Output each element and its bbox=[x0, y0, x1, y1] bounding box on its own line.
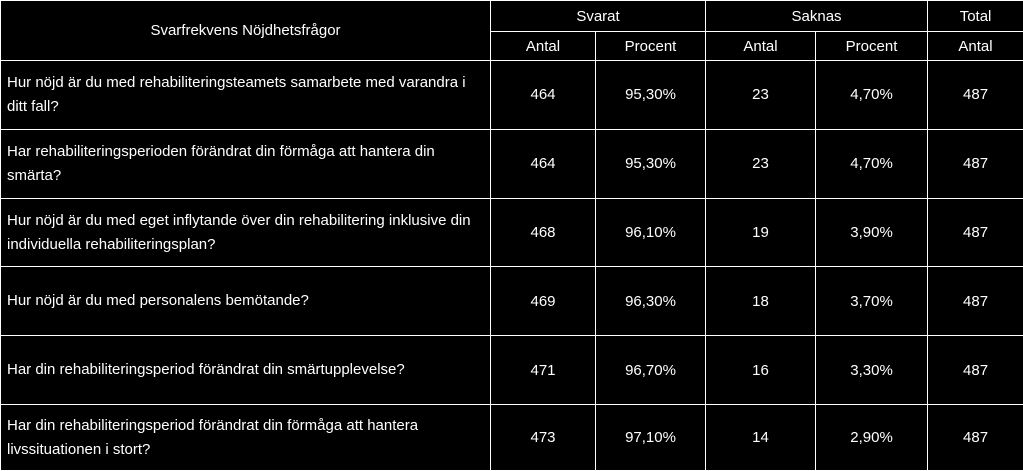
total-antal-cell: 487 bbox=[928, 336, 1023, 405]
saknas-procent-cell: 3,70% bbox=[816, 267, 928, 336]
total-antal-cell: 487 bbox=[928, 405, 1023, 471]
table-row bbox=[1, 405, 1023, 471]
svarat-procent-cell: 96,30% bbox=[596, 267, 706, 336]
total-antal-cell: 487 bbox=[928, 267, 1023, 336]
saknas-antal-cell: 18 bbox=[706, 267, 816, 336]
saknas-procent-cell: 2,90% bbox=[816, 405, 928, 471]
svarat-antal-cell: 469 bbox=[491, 267, 596, 336]
subheader-saknas-antal: Antal bbox=[706, 32, 816, 61]
svarat-antal-cell: 471 bbox=[491, 336, 596, 405]
question-cell: Hur nöjd är du med rehabiliteringsteamets samarbete med varandra i ditt fall? bbox=[1, 61, 491, 130]
svarat-procent-cell: 95,30% bbox=[596, 129, 706, 198]
svarat-procent-cell: 96,70% bbox=[596, 336, 706, 405]
total-antal-cell: 487 bbox=[928, 129, 1023, 198]
saknas-antal-cell: 14 bbox=[706, 405, 816, 471]
question-cell: Hur nöjd är du med personalens bemötande? bbox=[1, 267, 491, 336]
table-row bbox=[1, 336, 1023, 405]
header-group-saknas: Saknas bbox=[706, 1, 928, 32]
header-title: Svarfrekvens Nöjdhetsfrågor bbox=[1, 1, 491, 61]
svarat-procent-cell: 95,30% bbox=[596, 61, 706, 130]
svarat-procent-cell: 96,10% bbox=[596, 198, 706, 267]
svarat-antal-cell: 468 bbox=[491, 198, 596, 267]
subheader-svarat-procent: Procent bbox=[596, 32, 706, 61]
question-cell: Har din rehabiliteringsperiod förändrat din smärtupplevelse? bbox=[1, 336, 491, 405]
subheader-total-antal: Antal bbox=[928, 32, 1023, 61]
subheader-svarat-antal: Antal bbox=[491, 32, 596, 61]
saknas-procent-cell: 4,70% bbox=[816, 61, 928, 130]
header-group-svarat: Svarat bbox=[491, 1, 706, 32]
svarat-antal-cell: 464 bbox=[491, 61, 596, 130]
header-group-total: Total bbox=[928, 1, 1023, 32]
svarat-antal-cell: 473 bbox=[491, 405, 596, 471]
saknas-antal-cell: 23 bbox=[706, 129, 816, 198]
table-row bbox=[1, 129, 1023, 198]
svarat-antal-cell: 464 bbox=[491, 129, 596, 198]
subheader-saknas-procent: Procent bbox=[816, 32, 928, 61]
saknas-antal-cell: 16 bbox=[706, 336, 816, 405]
saknas-antal-cell: 19 bbox=[706, 198, 816, 267]
saknas-antal-cell: 23 bbox=[706, 61, 816, 130]
total-antal-cell: 487 bbox=[928, 61, 1023, 130]
total-antal-cell: 487 bbox=[928, 198, 1023, 267]
question-cell: Har rehabiliteringsperioden förändrat din förmåga att hantera din smärta? bbox=[1, 129, 491, 198]
table-row bbox=[1, 198, 1023, 267]
table-row bbox=[1, 267, 1023, 336]
table-row bbox=[1, 61, 1023, 130]
header-row-groups bbox=[1, 1, 1023, 32]
saknas-procent-cell: 3,30% bbox=[816, 336, 928, 405]
question-cell: Har din rehabiliteringsperiod förändrat din förmåga att hantera livssituationen i stort? bbox=[1, 405, 491, 471]
question-cell: Hur nöjd är du med eget inflytande över din rehabilitering inklusive din individuella rehabiliteringsplan? bbox=[1, 198, 491, 267]
saknas-procent-cell: 4,70% bbox=[816, 129, 928, 198]
saknas-procent-cell: 3,90% bbox=[816, 198, 928, 267]
svarat-procent-cell: 97,10% bbox=[596, 405, 706, 471]
